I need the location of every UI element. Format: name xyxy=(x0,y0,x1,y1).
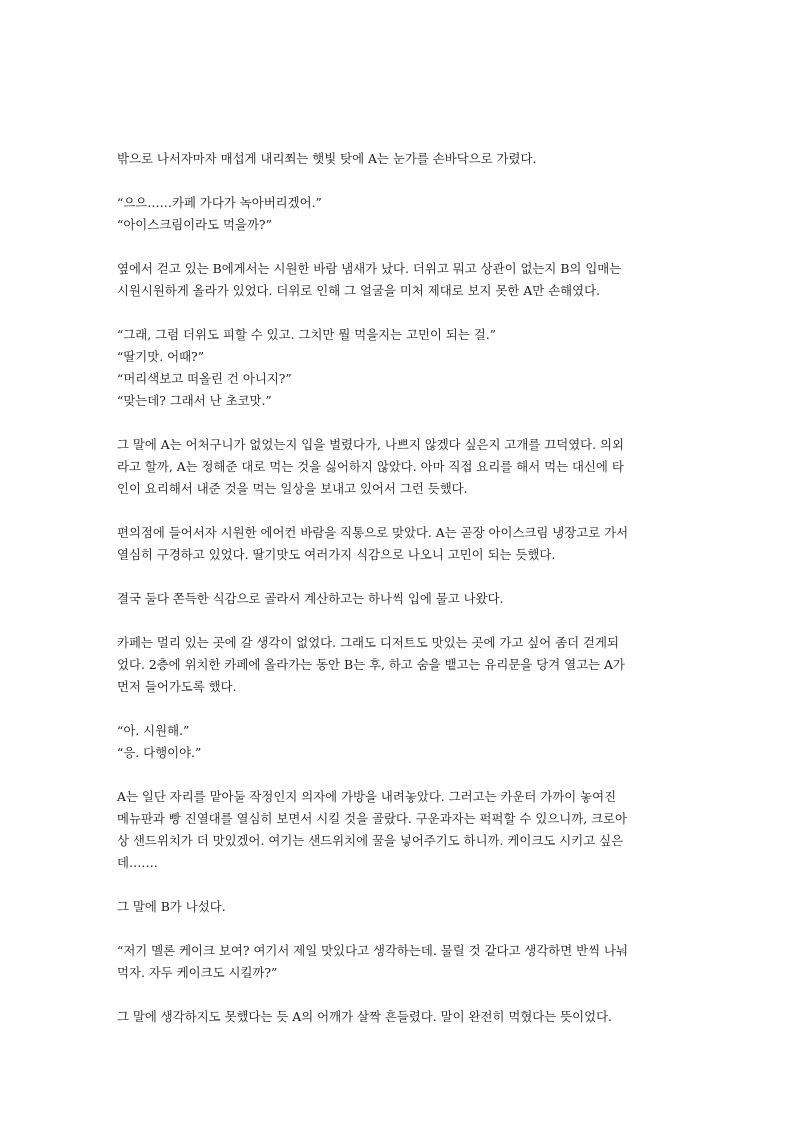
text-line: 시원시원하게 올라가 있었다. 더위로 인해 그 얼굴을 미처 제대로 보지 못한 A만 손해였다. xyxy=(117,283,601,298)
paragraph xyxy=(117,192,687,236)
paragraph xyxy=(117,896,687,918)
paragraph xyxy=(117,940,687,984)
text-line: 옆에서 걷고 있는 B에게서는 시원한 바람 냄새가 났다. 더위고 뭐고 상관이 없는지 B의 입매는 xyxy=(117,261,622,276)
text-line: 그 말에 B가 나섰다. xyxy=(117,899,226,914)
text-line: 열심히 구경하고 있었다. 딸기맛도 여러가지 식감으로 나오니 고민이 되는 듯했다. xyxy=(117,547,556,562)
text-line: 라고 할까, A는 정해준 대로 먹는 것을 싫어하지 않았다. 아마 직접 요리를 해서 먹는 대신에 타 xyxy=(117,459,624,474)
text-line: A는 일단 자리를 맡아둘 작정인지 의자에 가방을 내려놓았다. 그러고는 카운터 가까이 놓여진 xyxy=(117,789,617,804)
text-line: 메뉴판과 빵 진열대를 열심히 보면서 시킬 것을 골랐다. 구운과자는 퍽퍽할 수 있으니까, 크로아 xyxy=(117,811,627,826)
text-line: 그 말에 A는 어처구니가 없었는지 입을 벌렸다가, 나쁘지 않겠다 싶은지 고개를 끄덕였다. 의외 xyxy=(117,437,624,452)
paragraph xyxy=(117,786,687,874)
text-line: “아이스크림이라도 먹을까?” xyxy=(117,217,272,232)
paragraph xyxy=(117,434,687,500)
paragraph xyxy=(117,522,687,566)
paragraph xyxy=(117,632,687,698)
text-line: “저기 멜론 케이크 보여? 여기서 제일 맛있다고 생각하는데. 물릴 것 같다고 생각하면 반씩 나눠 xyxy=(117,943,628,958)
document-body xyxy=(117,148,687,1028)
text-line: 인이 요리해서 내준 것을 먹는 일상을 보내고 있어서 그런 듯했다. xyxy=(117,481,468,496)
text-line: “아. 시원해.” xyxy=(117,723,190,738)
text-line: 먹자. 자두 케이크도 시킬까?” xyxy=(117,965,278,980)
paragraph xyxy=(117,588,687,610)
text-line: 먼저 들어가도록 했다. xyxy=(117,679,237,694)
text-line: “그래, 그럼 더위도 피할 수 있고. 그치만 뭘 먹을지는 고민이 되는 걸.” xyxy=(117,327,497,342)
text-line: 데……. xyxy=(117,855,158,870)
paragraph xyxy=(117,720,687,764)
text-line: “으으……카페 가다가 녹아버리겠어.” xyxy=(117,195,322,210)
paragraph xyxy=(117,1006,687,1028)
text-line: 밖으로 나서자마자 매섭게 내리쬐는 햇빛 탓에 A는 눈가를 손바닥으로 가렸다. xyxy=(117,151,537,166)
text-line: “딸기맛. 어때?” xyxy=(117,349,205,364)
paragraph xyxy=(117,258,687,302)
text-line: 편의점에 들어서자 시원한 에어컨 바람을 직통으로 맞았다. A는 곧장 아이스크림 냉장고로 가서 xyxy=(117,525,629,540)
text-line: 결국 둘다 쫀득한 식감으로 골라서 계산하고는 하나씩 입에 물고 나왔다. xyxy=(117,591,504,606)
text-line: 카페는 멀리 있는 곳에 갈 생각이 없었다. 그래도 디저트도 맛있는 곳에 가고 싶어 좀더 걷게되 xyxy=(117,635,619,650)
text-line: “맞는데? 그래서 난 초코맛.” xyxy=(117,393,272,408)
text-line: “응. 다행이야.” xyxy=(117,745,202,760)
paragraph xyxy=(117,324,687,412)
text-line: “머리색보고 떠올린 건 아니지?” xyxy=(117,371,292,386)
text-line: 그 말에 생각하지도 못했다는 듯 A의 어깨가 살짝 흔들렸다. 말이 완전히 먹혔다는 뜻이었다. xyxy=(117,1009,612,1024)
text-line: 상 샌드위치가 더 맛있겠어. 여기는 샌드위치에 꿀을 넣어주기도 하니까. 케이크도 시키고 싶은 xyxy=(117,833,624,848)
paragraph xyxy=(117,148,687,170)
text-line: 었다. 2층에 위치한 카페에 올라가는 동안 B는 후, 하고 숨을 뱉고는 유리문을 당겨 열고는 A가 xyxy=(117,657,625,672)
